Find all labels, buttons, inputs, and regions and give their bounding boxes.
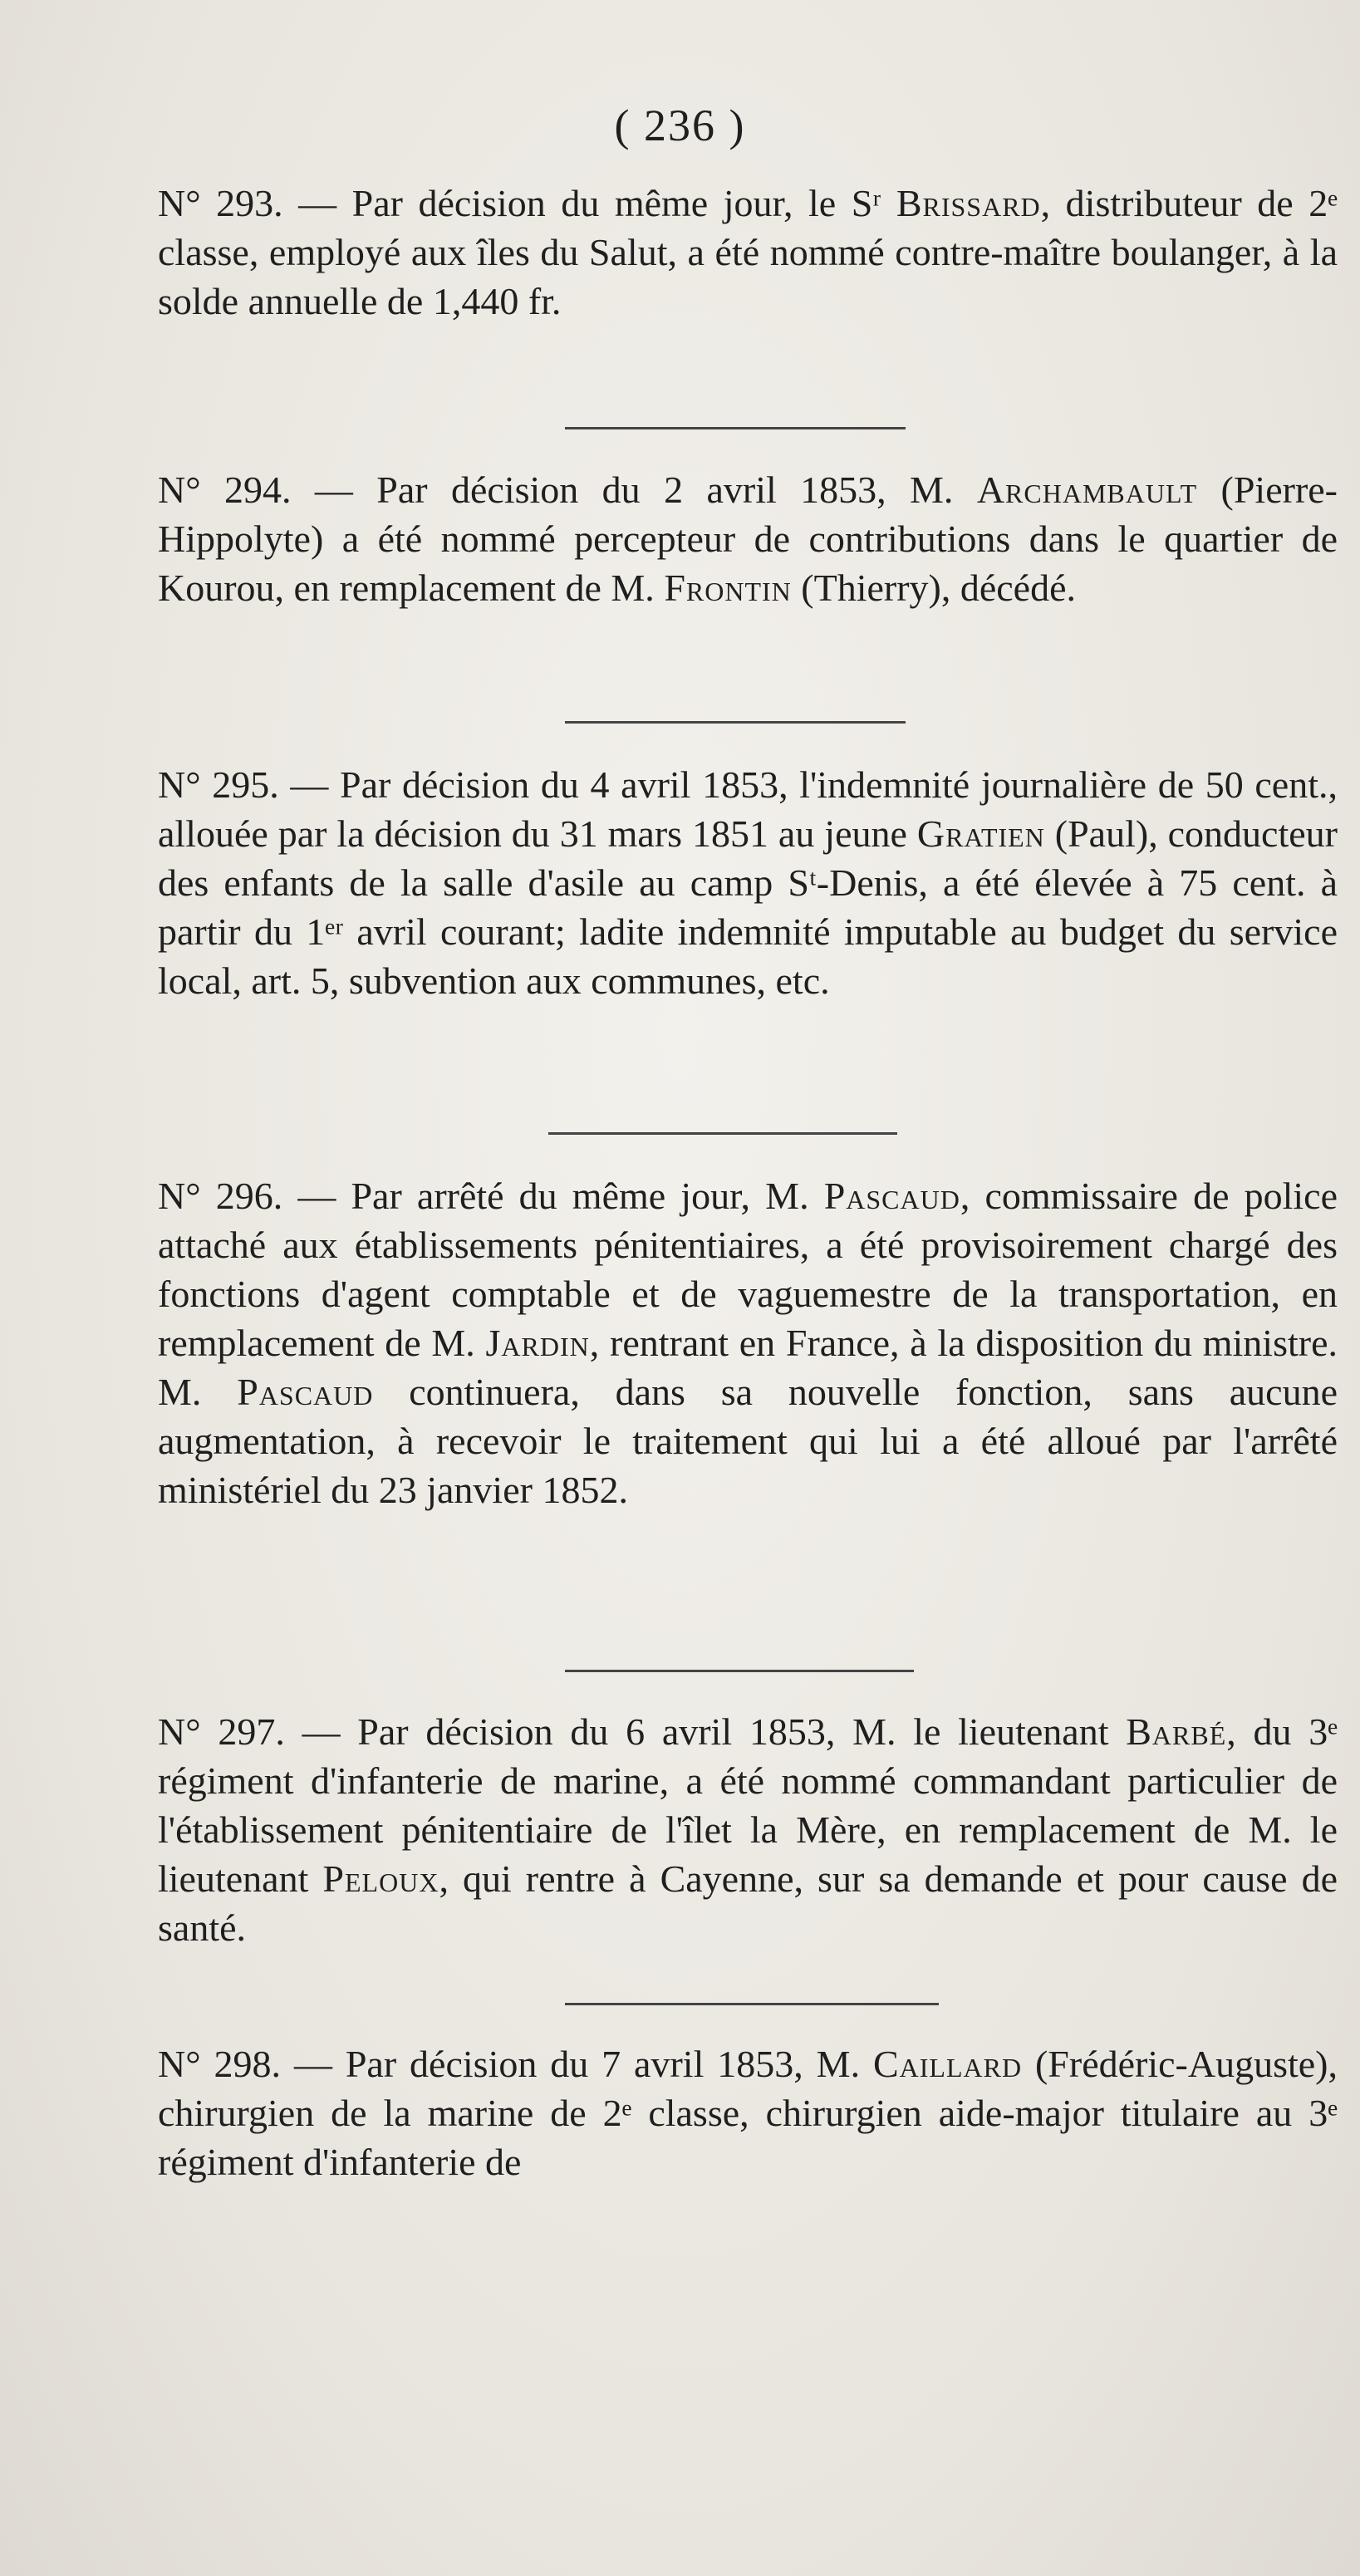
person-name: Pascaud — [237, 1371, 374, 1413]
section-divider — [565, 427, 906, 429]
entry-text: — Par décision du 6 avril 1853, M. le lieutenant — [302, 1710, 1127, 1753]
entry-number: N° 293. — [158, 182, 283, 224]
entry-text: (Frédéric-Auguste), chirurgien de la marine de 2ᵉ classe, chirurgien aide-major titulaire au 3ᵉ régiment d'infanterie de — [158, 2043, 1338, 2183]
entry-text: , commissaire de police attaché aux établissements pénitentiaires, a été provisoirement chargé des fonctions d'agent comptable et de vaguemestre de la transportation, en remplacement de M. — [158, 1175, 1338, 1364]
entry-text: , distributeur de 2ᵉ classe, employé aux îles du Salut, a été nommé contre-maître boulanger, à la solde annuelle de 1,440 fr. — [158, 182, 1338, 322]
entry-text: — Par décision du même jour, le Sʳ — [298, 182, 896, 224]
person-name: Archambault — [976, 469, 1198, 511]
entry-295 — [158, 760, 1338, 1005]
person-name: Frontin — [664, 567, 792, 609]
entry-294 — [158, 465, 1338, 612]
person-name: Brissard — [896, 182, 1041, 224]
entry-text: (Pierre-Hippolyte) a été nommé percepteur de contributions dans le quartier de Kourou, en remplacement de M. — [158, 469, 1338, 609]
entry-number: N° 296. — [158, 1175, 283, 1217]
entry-text: — Par décision du 7 avril 1853, M. — [293, 2043, 873, 2085]
entry-number: N° 298. — [158, 2043, 282, 2085]
entry-text: — Par arrêté du même jour, M. — [297, 1175, 824, 1217]
entry-293 — [158, 179, 1338, 326]
section-divider — [565, 2003, 939, 2005]
entry-297 — [158, 1707, 1338, 1952]
person-name: Jardin — [485, 1322, 590, 1364]
entry-text: (Paul), conducteur des enfants de la salle d'asile au camp Sᵗ-Denis, a été élevée à 75 cent. à partir du 1ᵉʳ avril courant; ladite indemnité imputable au budget du service local, art. 5, subvention aux communes, etc. — [158, 812, 1338, 1002]
person-name: Peloux — [322, 1857, 439, 1900]
person-name: Pascaud — [823, 1175, 960, 1217]
entry-number: N° 297. — [158, 1710, 285, 1753]
entry-296 — [158, 1171, 1338, 1514]
person-name: Gratien — [916, 812, 1045, 855]
entry-text: , du 3ᵉ régiment d'infanterie de marine, a été nommé commandant particulier de l'établissement pénitentiaire de l'îlet la Mère, en remplacement de M. le lieutenant — [158, 1710, 1338, 1900]
entry-298 — [158, 2039, 1338, 2186]
page-number: ( 236 ) — [614, 101, 746, 150]
entry-number: N° 295. — [158, 763, 279, 806]
entry-text: (Thierry), décédé. — [791, 567, 1077, 609]
entry-text: — Par décision du 2 avril 1853, M. — [314, 469, 977, 511]
section-divider — [565, 1670, 914, 1672]
person-name: Barbé — [1126, 1710, 1227, 1753]
entry-number: N° 294. — [158, 469, 292, 511]
entry-text: , qui rentre à Cayenne, sur sa demande et pour cause de santé. — [158, 1857, 1338, 1949]
entry-text: continuera, dans sa nouvelle fonction, sans aucune augmentation, à recevoir le traitement qui lui a été alloué par l'arrêté ministériel du 23 janvier 1852. — [158, 1371, 1338, 1511]
entry-text: , rentrant en France, à la disposition du ministre. M. — [158, 1322, 1338, 1413]
section-divider — [548, 1132, 897, 1135]
person-name: Caillard — [872, 2043, 1023, 2085]
entry-text: — Par décision du 4 avril 1853, l'indemnité journalière de 50 cent., allouée par la décision du 31 mars 1851 au jeune — [158, 763, 1338, 855]
section-divider — [565, 721, 906, 724]
